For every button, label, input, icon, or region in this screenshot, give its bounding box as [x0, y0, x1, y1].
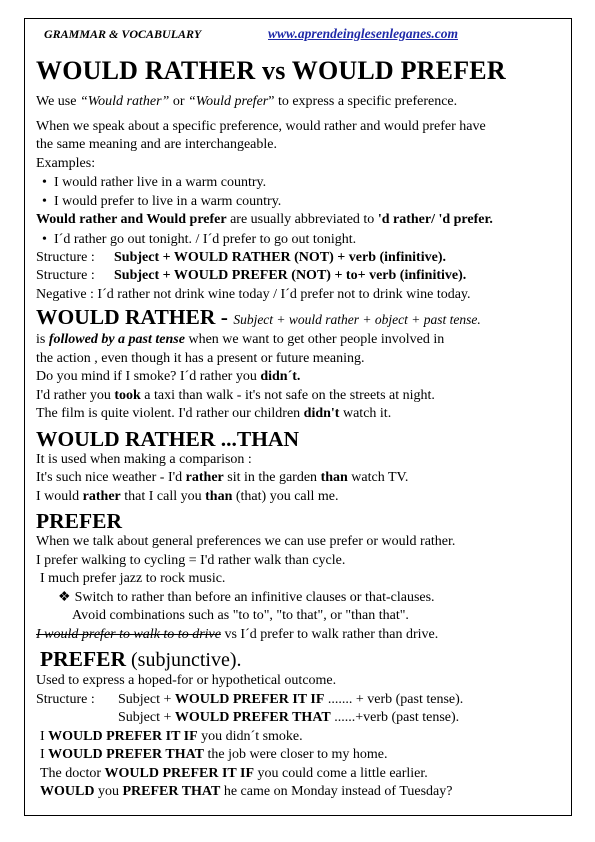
- comparison-example: I would prefer to walk to to drive vs I´d prefer to walk rather than drive.: [36, 626, 439, 642]
- section-heading-would-rather: WOULD RATHER - Subject + would rather + object + past tense.: [36, 305, 481, 329]
- star-bullet-icon: ❖: [58, 589, 71, 605]
- specific-preference-paragraph: When we speak about a specific preference, would rather and would prefer have the same meaning and are interchangeable. Examples:: [36, 118, 486, 171]
- prefer-paragraph: When we talk about general preferences we can use prefer or would rather. I prefer walking to cycling = I'd rather walk than cycle. I much prefer jazz to rock music.: [36, 534, 456, 586]
- page-title: WOULD RATHER vs WOULD PREFER: [36, 56, 506, 85]
- header-category: GRAMMAR & VOCABULARY: [44, 27, 202, 41]
- would-rather-paragraph: is followed by a past tense when we want to get other people involved in the action , even though it has a present or future meaning. Do you mind if I smoke? I´d rather you didn´t. I'd rather you took a taxi than walk - it's not safe on the streets at night. The film is quite violent. I'd rather our children didn't watch it.: [36, 332, 445, 421]
- subjunctive-paragraph: Used to express a hoped-for or hypothetical outcome. Structure : Subject + WOULD PREFER IT IF ....... + verb (past tense). Subject + WOULD PREFER THAT ......+verb (past tense). I WOULD PREFER IT IF you didn´t smoke. I WOULD PREFER THAT the job were closer to my home. The doctor WOULD PREFER IT IF you could come a little earlier. WOULD you PREFER THAT he came on Monday instead of Tuesday?: [36, 673, 464, 799]
- document-content: [36, 26, 566, 802]
- star-list-item: ❖ Switch to rather than before an infinitive clauses or that-clauses.: [58, 589, 435, 605]
- section-heading-prefer-subjunctive: PREFER (subjunctive).: [40, 647, 242, 671]
- header-website-link[interactable]: www.aprendeinglesenleganes.com: [268, 26, 459, 41]
- would-rather-than-paragraph: It is used when making a comparison : It's such nice weather - I'd rather sit in the garden than watch TV. I would rather that I call you than (that) you call me.: [36, 451, 409, 504]
- section-heading-prefer: PREFER: [36, 509, 122, 533]
- abbreviation-line: Would rather and Would prefer are usually abbreviated to 'd rather/ 'd prefer.: [36, 212, 493, 227]
- incorrect-example: I would prefer to walk to to drive: [36, 626, 221, 642]
- structure-line: Structure : Subject + WOULD RATHER (NOT) + verb (infinitive).: [36, 249, 446, 265]
- list-item: • I would prefer to live in a warm country.: [36, 192, 566, 211]
- note-line: Avoid combinations such as "to to", "to that", or "than that".: [72, 608, 409, 623]
- list-item: • I would rather live in a warm country.: [36, 173, 566, 192]
- page-header: [36, 26, 566, 44]
- negative-line: Negative : I´d rather not drink wine today / I´d prefer not to drink wine today.: [36, 286, 471, 302]
- section-heading-would-rather-than: WOULD RATHER ...THAN: [36, 426, 299, 451]
- list-item: • I´d rather go out tonight. / I´d prefer to go out tonight.: [36, 230, 566, 249]
- intro-paragraph: We use “Would rather” or “Would prefer” to express a specific preference.: [36, 94, 458, 109]
- structure-line: Structure : Subject + WOULD PREFER (NOT) + to+ verb (infinitive).: [36, 268, 467, 283]
